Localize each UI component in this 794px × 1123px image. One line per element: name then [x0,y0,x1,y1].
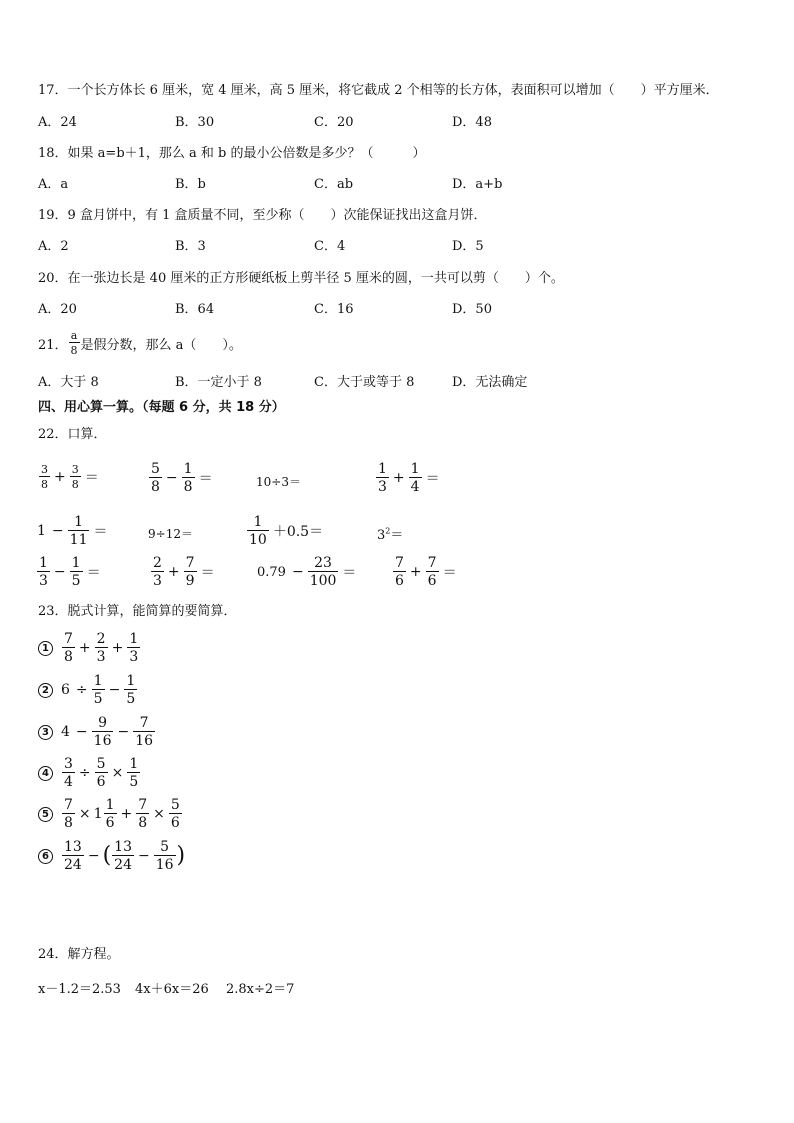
calc-item-5: 5 $\frac{7}{8}$ × 1 $\frac{1}{6}$ + $\frac{7}{8}$ × $\frac{5}{6}$ [38,798,183,830]
question-text: 是假分数，那么 a（ ）。 [80,337,242,353]
question-23-title: 23．脱式计算，能简算的要简算． [38,604,237,619]
item-number: 1 [38,641,53,656]
option-d: D．无法确定 [452,375,528,390]
mental-calc-7: $\frac{1}{10}$ ＋0.5＝ [249,514,324,548]
mental-calc-9: $\frac{1}{3}$ − $\frac{1}{5}$ ＝ [39,555,101,589]
option-b: B．3 [175,239,206,254]
option-c: C．大于或等于 8 [314,375,415,390]
question-24-title: 24．解方程。 [38,947,120,962]
mental-calc-1: $\frac{3}{8}$ + $\frac{3}{8}$ ＝ [41,463,99,491]
mental-calc-4: $\frac{1}{3}$ + $\frac{1}{4}$ ＝ [378,461,440,495]
question-22-title: 22．口算． [38,427,107,442]
question-20: 20．在一张边长是 40 厘米的正方形硬纸板上剪半径 5 厘米的圆，一共可以剪（ ）个。 [38,271,564,286]
option-d: D．48 [452,115,492,130]
equation-1: x－1.2＝2.53 [38,982,121,997]
mental-calc-11: 0.79 − $\frac{23}{100}$ ＝ [257,555,357,589]
equation-2: 4x＋6x＝26 [135,982,209,997]
item-number: 5 [38,807,53,822]
option-d: D．a+b [452,177,503,192]
option-b: B．64 [175,302,215,317]
option-a: A．24 [38,115,77,130]
option-a: A．a [38,177,69,192]
question-number: 21． [38,337,68,353]
mental-calc-6: 9÷12＝ [148,527,193,541]
mental-calc-12: $\frac{7}{6}$ + $\frac{7}{6}$ ＝ [395,555,457,589]
item-number: 6 [38,849,53,864]
option-c: C．20 [314,115,354,130]
question-18: 18．如果 a=b＋1，那么 a 和 b 的最小公倍数是多少？（ ） [38,146,426,161]
option-b: B．一定小于 8 [175,375,262,390]
option-c: C．16 [314,302,354,317]
fraction: $\frac{a}{8}$ [70,329,78,357]
section-heading: 四、用心算一算。（每题 6 分，共 18 分） [38,400,285,415]
item-number: 3 [38,725,53,740]
calc-item-1: 1 $\frac{7}{8}$ + $\frac{2}{3}$ + $\frac{1}{3}$ [38,632,141,664]
option-d: D．50 [452,302,492,317]
calc-item-4: 4 $\frac{3}{4}$ ÷ $\frac{5}{6}$ × $\frac{1}{5}$ [38,757,141,789]
mental-calc-2: $\frac{5}{8}$ − $\frac{1}{8}$ ＝ [151,461,213,495]
option-a: A．20 [38,302,77,317]
option-b: B．30 [175,115,215,130]
question-21 [38,330,242,356]
calc-item-3: 3 4 − $\frac{9}{16}$ − $\frac{7}{16}$ [38,716,156,748]
mental-calc-10: $\frac{2}{3}$ + $\frac{7}{9}$ ＝ [153,555,215,589]
equation-3: 2.8x÷2＝7 [226,982,295,997]
option-a: A．大于 8 [38,375,99,390]
calc-item-2: 2 6 ÷ $\frac{1}{5}$ − $\frac{1}{5}$ [38,674,138,706]
calc-item-6: 6 $\frac{13}{24}$ − ( $\frac{13}{24}$ − $\frac{5}{16}$ ) [38,840,185,872]
mental-calc-8: $3^2=$ [377,526,404,543]
option-b: B．b [175,177,206,192]
item-number: 2 [38,683,53,698]
mental-calc-5: 1 − $\frac{1}{11}$ ＝ [37,514,108,548]
option-c: C．ab [314,177,354,192]
option-c: C．4 [314,239,346,254]
question-19: 19．9 盒月饼中，有 1 盒质量不同，至少称（ ）次能保证找出这盒月饼． [38,208,487,223]
mental-calc-3: 10÷3＝ [256,475,301,489]
option-d: D．5 [452,239,484,254]
question-17: 17．一个长方体长 6 厘米，宽 4 厘米，高 5 厘米，将它截成 2 个相等的长方体，表面积可以增加（ ）平方厘米． [38,83,719,98]
option-a: A．2 [38,239,69,254]
item-number: 4 [38,766,53,781]
mixed-number: 1 $\frac{1}{6}$ [93,797,115,831]
